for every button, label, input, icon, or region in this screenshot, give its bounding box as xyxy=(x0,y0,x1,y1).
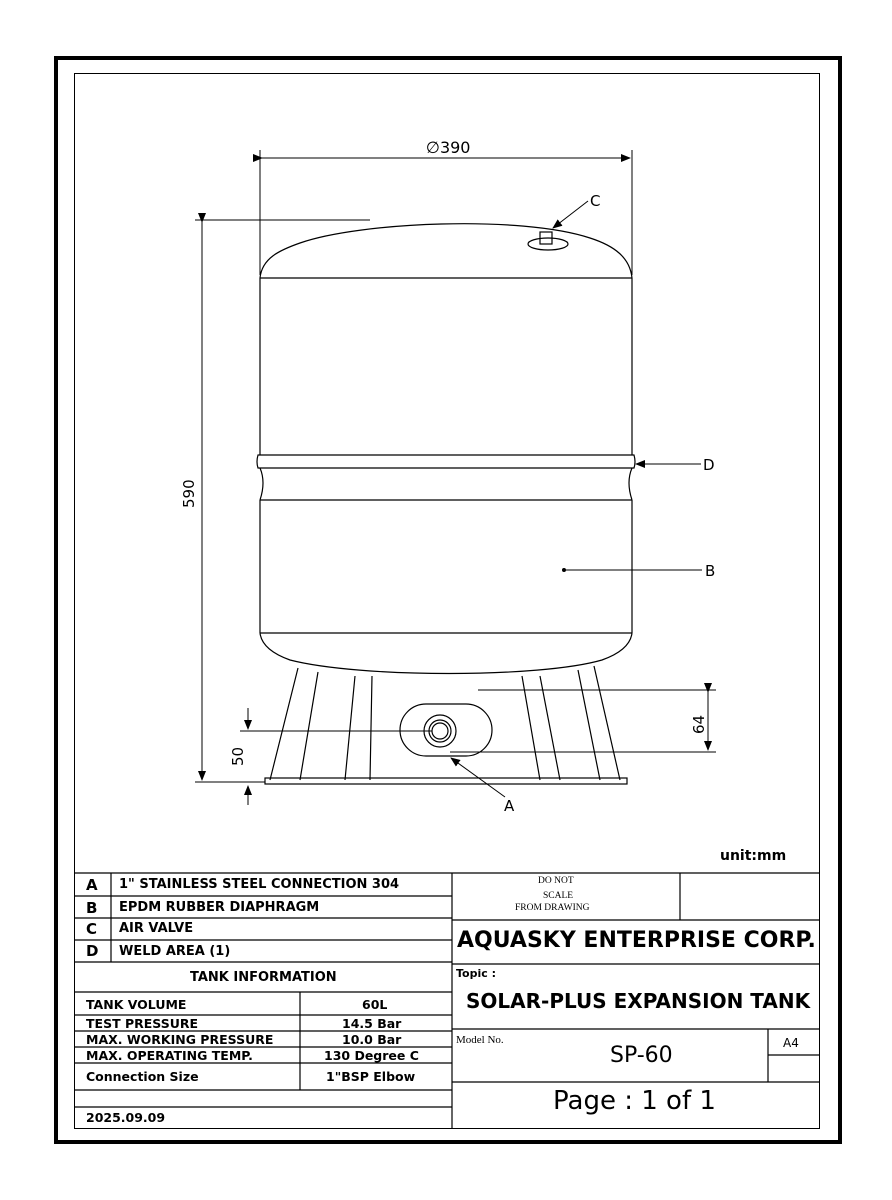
inlet-dimension: 64 xyxy=(690,714,708,734)
company-name: AQUASKY ENTERPRISE CORP. xyxy=(457,928,816,953)
callout-b: B xyxy=(705,562,716,580)
model-number: SP-60 xyxy=(610,1043,673,1068)
topic-label: Topic : xyxy=(456,967,496,980)
info-label-temp: MAX. OPERATING TEMP. xyxy=(86,1048,253,1063)
info-label-test: TEST PRESSURE xyxy=(86,1016,199,1031)
scale-note-line3: FROM DRAWING xyxy=(515,903,590,913)
part-letter-a: A xyxy=(86,876,98,894)
diameter-dimension: ∅390 xyxy=(426,138,471,157)
part-desc-c: AIR VALVE xyxy=(119,921,194,936)
model-label: Model No. xyxy=(456,1034,504,1046)
info-value-working: 10.0 Bar xyxy=(342,1032,402,1047)
info-value-test: 14.5 Bar xyxy=(342,1016,402,1031)
drawing-date: 2025.09.09 xyxy=(86,1110,166,1125)
callout-d: D xyxy=(703,456,715,474)
height-dimension: 590 xyxy=(180,479,198,508)
part-desc-d: WELD AREA (1) xyxy=(119,944,231,959)
part-desc-a: 1" STAINLESS STEEL CONNECTION 304 xyxy=(119,877,400,892)
topic-title: SOLAR-PLUS EXPANSION TANK xyxy=(466,989,811,1013)
sheet-size: A4 xyxy=(783,1036,799,1050)
info-label-volume: TANK VOLUME xyxy=(86,997,187,1012)
info-label-working: MAX. WORKING PRESSURE xyxy=(86,1032,274,1047)
diameter-icon: ∅ xyxy=(426,138,440,157)
scale-note-line2: SCALE xyxy=(543,891,574,901)
info-value-volume: 60L xyxy=(362,997,388,1012)
part-letter-d: D xyxy=(86,942,99,960)
part-letter-c: C xyxy=(86,920,98,938)
part-desc-b: EPDM RUBBER DIAPHRAGM xyxy=(119,900,320,915)
scale-note-line1: DO NOT xyxy=(538,876,574,886)
info-value-temp: 130 Degree C xyxy=(324,1048,419,1063)
info-label-connection: Connection Size xyxy=(86,1069,199,1084)
bottom-dimension: 50 xyxy=(229,746,247,766)
page-number: Page : 1 of 1 xyxy=(553,1086,716,1116)
callout-c: C xyxy=(590,192,601,210)
info-value-connection: 1"BSP Elbow xyxy=(326,1069,416,1084)
part-letter-b: B xyxy=(86,899,98,917)
unit-label: unit:mm xyxy=(720,848,787,864)
callout-a: A xyxy=(504,797,515,815)
tank-info-title: TANK INFORMATION xyxy=(190,970,337,985)
